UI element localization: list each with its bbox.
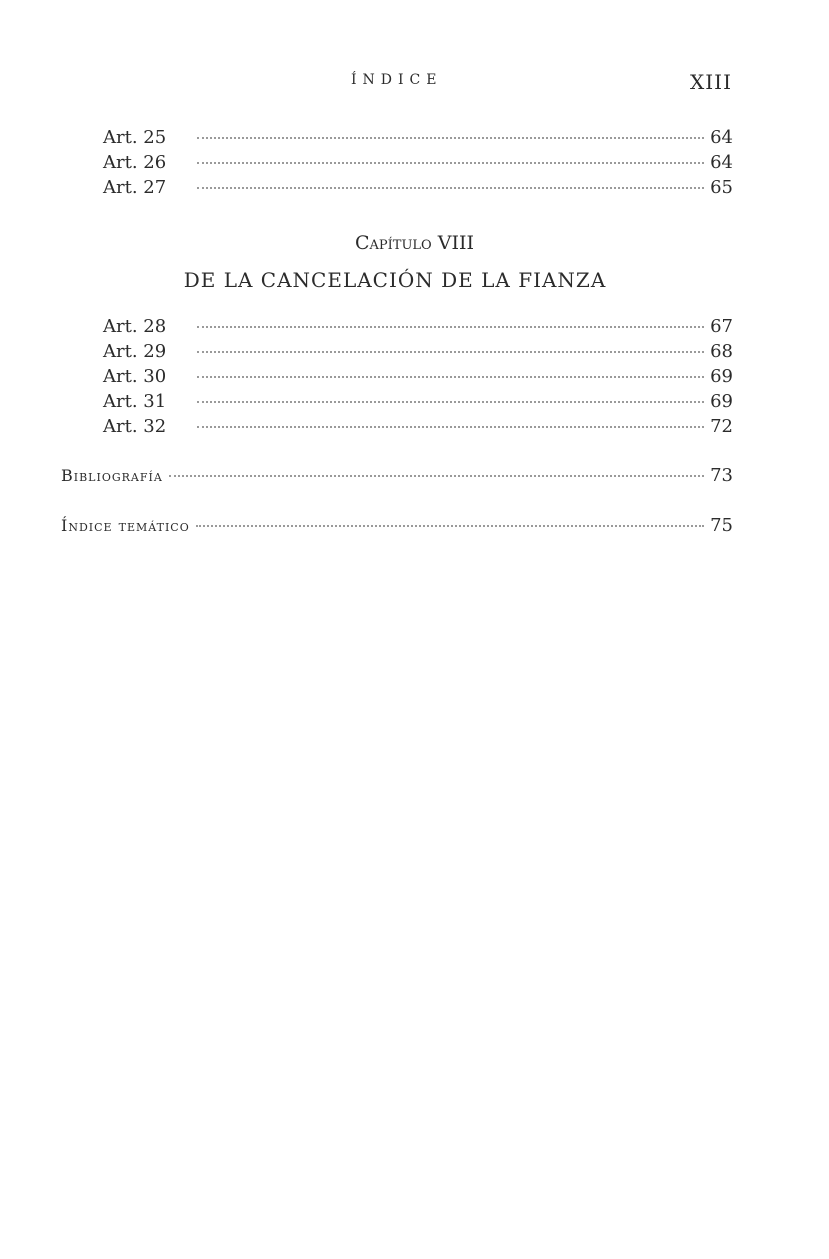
- dot-leader: [197, 136, 704, 139]
- dot-leader: [197, 186, 704, 189]
- toc-entry-label: Art. 26: [103, 152, 167, 173]
- toc-entry-label: Art. 28: [103, 316, 167, 337]
- toc-entry-page: 69: [710, 391, 733, 412]
- toc-entry-page: 65: [710, 177, 733, 198]
- toc-entry-label: Art. 31: [103, 391, 167, 412]
- toc-entry: [103, 127, 733, 149]
- toc-entry-page: 68: [710, 341, 733, 362]
- toc-entry-page: 67: [710, 316, 733, 337]
- dot-leader: [197, 400, 704, 403]
- toc-entry-page: 75: [710, 515, 733, 536]
- toc-entry-thematic-index: [61, 515, 733, 537]
- toc-entry: [103, 177, 733, 199]
- toc-entry: [103, 366, 733, 388]
- toc-entry-page: 72: [710, 416, 733, 437]
- toc-entry: [103, 341, 733, 363]
- toc-entry-label: Art. 25: [103, 127, 167, 148]
- toc-entry-label: Art. 29: [103, 341, 167, 362]
- dot-leader: [197, 161, 704, 164]
- page-folio: XIII: [690, 70, 732, 94]
- toc-entry-label: Art. 27: [103, 177, 167, 198]
- toc-entry-label: Bibliografía: [61, 466, 163, 485]
- running-head: [0, 72, 829, 96]
- toc-entry: [103, 316, 733, 338]
- toc-entry: [103, 391, 733, 413]
- toc-entry-label: Art. 30: [103, 366, 167, 387]
- toc-entry-page: 64: [710, 127, 733, 148]
- running-title: ÍNDICE: [351, 72, 443, 88]
- toc-entry-page: 64: [710, 152, 733, 173]
- toc-entry-label: Art. 32: [103, 416, 167, 437]
- dot-leader: [197, 425, 704, 428]
- toc-entry: [103, 152, 733, 174]
- dot-leader: [197, 375, 704, 378]
- dot-leader: [196, 524, 704, 527]
- toc-entry: [103, 416, 733, 438]
- toc-entry-label: Índice temático: [61, 516, 190, 535]
- chapter-label: Capítulo VIII: [354, 232, 474, 254]
- chapter-title: DE LA CANCELACIÓN DE LA FIANZA: [183, 268, 607, 292]
- toc-entry-page: 69: [710, 366, 733, 387]
- dot-leader: [197, 325, 704, 328]
- toc-entry-bibliography: [61, 465, 733, 487]
- dot-leader: [169, 474, 704, 477]
- dot-leader: [197, 350, 704, 353]
- toc-entry-page: 73: [710, 465, 733, 486]
